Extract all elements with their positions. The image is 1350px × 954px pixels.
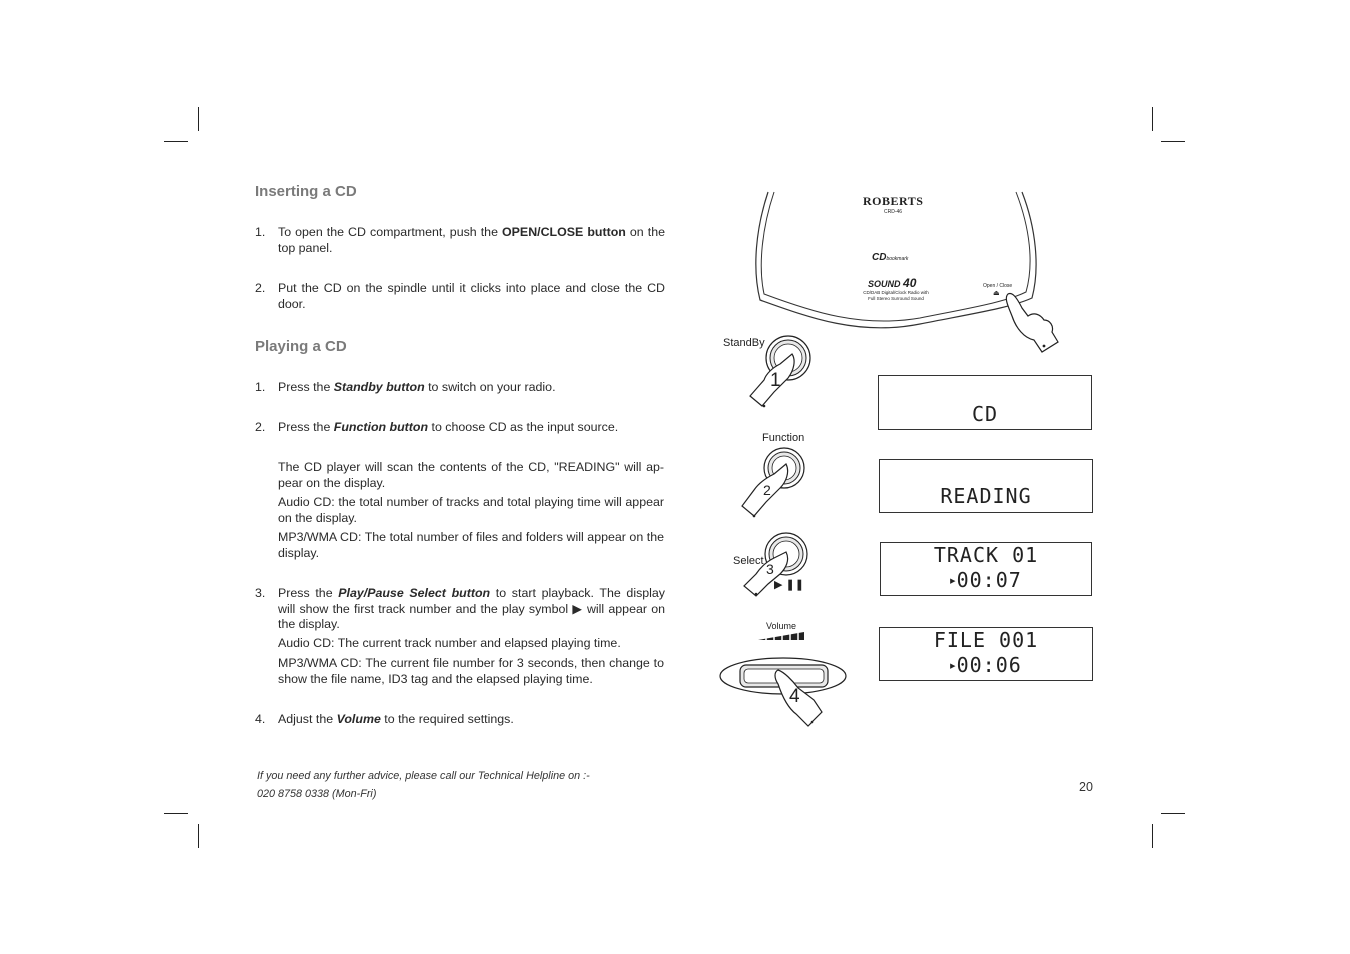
play-indicator-icon: ▶ — [950, 661, 957, 672]
step-3-number: 3 — [766, 561, 774, 577]
note-text: Audio CD: The current track number and elapsed playing time. — [278, 636, 621, 650]
list-item — [255, 420, 665, 436]
step-text: Press the Play/Pause Select button to start playback. The display will show the first track number and the play symbol ▶ will appear on the display. — [278, 586, 665, 632]
crop-mark — [198, 824, 199, 848]
function-label: Function — [762, 432, 805, 444]
crop-mark — [164, 141, 188, 142]
crop-mark — [1161, 141, 1185, 142]
list-item — [255, 380, 665, 396]
step-2-number: 2 — [763, 482, 771, 498]
crop-mark — [198, 107, 199, 131]
helpline-number: 020 8758 0338 (Mon-Fri) — [257, 788, 377, 800]
step-4-number: 4 — [789, 686, 800, 707]
model-label: CRD-46 — [884, 209, 903, 215]
step-number: 1. — [255, 380, 266, 394]
step-1-number: 1 — [770, 370, 781, 391]
lcd-line-2: READING — [940, 484, 1032, 508]
play-indicator-icon: ▶ — [950, 576, 957, 587]
volume-level-icon — [758, 630, 808, 642]
hand-pointer-icon — [1000, 290, 1062, 354]
lcd-line-2: ▶00:06 — [950, 653, 1022, 677]
crop-mark — [1152, 107, 1153, 131]
function-button-icon — [736, 446, 808, 524]
step-number: 2. — [255, 420, 266, 434]
lcd-line-1: TRACK 01 — [933, 543, 1039, 567]
lcd-line-2: ▶00:07 — [950, 568, 1022, 592]
step-number: 1. — [255, 225, 266, 239]
lcd-display-reading — [879, 459, 1093, 513]
page-number: 20 — [1079, 780, 1093, 794]
note-text: MP3/WMA CD: The current file number for 3 seconds, then change to show the file name, ID3 tag and the elapsed playing time. — [278, 656, 664, 686]
step-text: To open the CD compartment, push the OPEN/CLOSE button on the top panel. — [278, 225, 665, 255]
lcd-display-track — [880, 542, 1092, 596]
list-item — [255, 586, 665, 633]
lcd-display-cd — [878, 375, 1092, 430]
note-text: Audio CD: the total number of tracks and total playing time will appear on the display. — [278, 495, 664, 525]
lcd-line-1: FILE 001 — [933, 628, 1039, 652]
volume-label: Volume — [766, 621, 797, 631]
crop-mark — [164, 813, 188, 814]
play-pause-icon: ▶ ❚❚ — [774, 579, 804, 591]
lcd-display-file — [879, 627, 1093, 681]
standby-label: StandBy — [723, 337, 765, 349]
step-text: Adjust the Volume to the required settings. — [278, 712, 514, 726]
section-title-inserting: Inserting a CD — [255, 183, 357, 200]
brand-logo: ROBERTS — [863, 194, 924, 208]
step-text: Press the Function button to choose CD as the input source. — [278, 420, 619, 434]
step-number: 4. — [255, 712, 266, 726]
sound-40-logo: SOUND 40 — [868, 276, 917, 290]
step-number: 3. — [255, 586, 266, 600]
crop-mark — [1161, 813, 1185, 814]
lcd-line-2: CD — [971, 402, 999, 426]
step-number: 2. — [255, 281, 266, 295]
section-title-playing: Playing a CD — [255, 338, 347, 355]
helpline-text: If you need any further advice, please call our Technical Helpline on :- — [257, 770, 590, 782]
device-description: CD/DAB Digital/Clock Radio with Full Stereo Surround Sound — [863, 290, 929, 301]
note-text: The CD player will scan the contents of the CD, "READING" will ap-pear on the display. — [278, 460, 664, 490]
eject-icon: ⏏ — [993, 290, 1000, 297]
list-item — [255, 225, 665, 256]
step-text: Put the CD on the spindle until it clicks into place and close the CD door. — [278, 281, 665, 311]
open-close-label: Open / Close — [983, 283, 1013, 289]
cd-bookmark-logo: CDbookmark — [872, 252, 909, 263]
note-text: MP3/WMA CD: The total number of files and folders will appear on the display. — [278, 530, 664, 560]
list-item — [255, 281, 665, 312]
list-item — [255, 712, 665, 728]
crop-mark — [1152, 824, 1153, 848]
select-label: Select — [733, 555, 764, 567]
volume-control-icon — [718, 656, 852, 728]
step-text: Press the Standby button to switch on your radio. — [278, 380, 556, 394]
